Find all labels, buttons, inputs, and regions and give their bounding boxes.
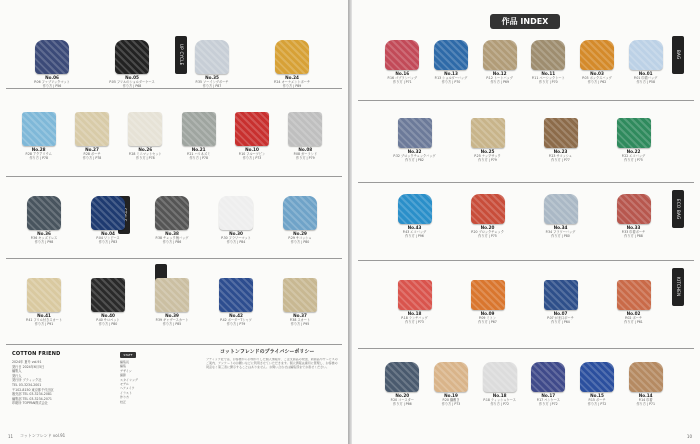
index-item bbox=[453, 280, 522, 324]
item-photo bbox=[75, 112, 109, 146]
item-photo bbox=[471, 280, 505, 310]
item-pattern-page: 作り方 | P98 bbox=[34, 240, 54, 244]
item-pattern-page: 作り方 | P80 bbox=[551, 234, 570, 238]
item-number: No.20 bbox=[395, 393, 410, 398]
item-description: P.20 ブロックチェック bbox=[471, 230, 504, 234]
item-number: No.25 bbox=[480, 149, 495, 154]
index-item bbox=[67, 112, 116, 160]
item-description: P.12 トートバッグ bbox=[486, 76, 513, 80]
right-page bbox=[352, 0, 700, 444]
index-item bbox=[94, 40, 170, 88]
item-pattern-page: 作り方 | P67 bbox=[478, 320, 497, 324]
item-description: P.04 ワンピース bbox=[96, 236, 120, 240]
item-description: P.28 ミニマットセット bbox=[128, 152, 162, 156]
item-number: No.36 bbox=[37, 231, 51, 236]
item-number: No.14 bbox=[638, 393, 653, 398]
item-pattern-page: 作り方 | P91 bbox=[34, 322, 54, 326]
item-photo bbox=[471, 118, 505, 148]
index-item bbox=[623, 40, 668, 84]
staff-line: 編集長 bbox=[120, 360, 130, 364]
index-title: 作品 INDEX bbox=[490, 14, 560, 29]
item-number: No.10 bbox=[245, 147, 259, 152]
staff-line: デザイン bbox=[120, 368, 132, 373]
item-photo bbox=[544, 194, 578, 224]
item-number: No.32 bbox=[407, 149, 422, 154]
item-photo bbox=[398, 118, 432, 148]
item-number: No.18 bbox=[492, 393, 507, 398]
item-pattern-page: 作り方 | P85 bbox=[162, 322, 182, 326]
item-pattern-page: 作り方 | P66 bbox=[393, 402, 412, 406]
item-photo bbox=[580, 362, 614, 392]
item-number: No.21 bbox=[191, 147, 206, 152]
item-description: P.06 ファブリックマット bbox=[34, 80, 70, 84]
index-item bbox=[453, 118, 522, 162]
item-photo bbox=[629, 362, 663, 392]
index-item bbox=[174, 112, 223, 160]
index-item bbox=[380, 362, 425, 406]
item-photo bbox=[385, 40, 419, 70]
staff-line: スタイリング bbox=[120, 377, 138, 382]
item-pattern-page: 作り方 | P73 bbox=[441, 402, 461, 406]
item-photo bbox=[219, 278, 253, 312]
item-number: No.39 bbox=[165, 313, 179, 318]
item-pattern-page: 作り方 | P70 bbox=[441, 80, 461, 84]
item-photo bbox=[434, 40, 468, 70]
row-divider bbox=[6, 176, 342, 177]
item-number: No.18 bbox=[407, 311, 422, 316]
page-number: 11 bbox=[8, 434, 14, 439]
item-description: P.05 フリルのショルダーケース bbox=[109, 80, 155, 84]
index-item bbox=[623, 362, 668, 406]
item-pattern-page: 作り方 | P72 bbox=[587, 402, 607, 406]
colophon bbox=[8, 350, 340, 430]
item-number: No.40 bbox=[101, 313, 115, 318]
section-tag-bag: BAG bbox=[672, 36, 684, 74]
item-photo bbox=[398, 194, 432, 224]
item-pattern-page: 作り方 | P78 bbox=[82, 156, 102, 160]
item-pattern-page: 作り方 | P75 bbox=[478, 234, 497, 238]
item-pattern-page: 作り方 | P79 bbox=[295, 156, 315, 160]
item-photo bbox=[283, 278, 317, 312]
item-number: No.42 bbox=[229, 313, 243, 318]
item-description: P.23 サコッシュ bbox=[548, 154, 573, 158]
item-number: No.02 bbox=[626, 311, 641, 316]
item-pattern-page: 作り方 | P84 bbox=[226, 240, 246, 244]
index-item bbox=[575, 362, 620, 406]
item-description: P.02 ポーチ bbox=[624, 316, 643, 320]
section-tag-kitchen: KITCHEN bbox=[672, 268, 684, 306]
item-photo bbox=[531, 362, 565, 392]
item-number: No.06 bbox=[45, 75, 59, 80]
item-photo bbox=[617, 194, 651, 224]
item-pattern-page: 作り方 | P71 bbox=[636, 402, 655, 406]
page-number: 10 bbox=[686, 434, 692, 439]
item-number: No.03 bbox=[590, 71, 604, 76]
item-photo bbox=[531, 40, 565, 70]
item-number: No.41 bbox=[37, 313, 51, 318]
item-photo bbox=[275, 40, 309, 74]
item-number: No.17 bbox=[541, 393, 556, 398]
issue-info bbox=[12, 360, 112, 406]
item-photo bbox=[155, 196, 189, 230]
index-item bbox=[526, 40, 571, 84]
item-number: No.29 bbox=[293, 231, 307, 236]
item-photo bbox=[617, 118, 651, 148]
item-pattern-page: 作り方 | P88 bbox=[624, 234, 643, 238]
item-pattern-page: 作り方 | P61 bbox=[624, 320, 643, 324]
item-description: P.43 エコバッグ bbox=[402, 230, 427, 234]
item-number: No.27 bbox=[85, 147, 99, 152]
item-description: P.16 ゴブランバッグ bbox=[387, 76, 418, 80]
index-item bbox=[14, 278, 74, 326]
item-description: P.13 ショルダーバッグ bbox=[434, 76, 468, 80]
item-pattern-page: 作り方 | P73 bbox=[242, 156, 262, 160]
issue-line: 2024年 夏号 vol.91 bbox=[12, 360, 42, 364]
staff-list bbox=[120, 360, 200, 404]
item-photo bbox=[91, 196, 125, 230]
item-description: P.38 チェック柄バッグ bbox=[155, 236, 189, 240]
staff-line: ヘアメイク bbox=[120, 386, 135, 391]
item-description: P.10 フルーツピン bbox=[238, 152, 266, 156]
staff-line: 校正 bbox=[120, 399, 127, 404]
item-pattern-page: 作り方 | P70 bbox=[539, 80, 558, 84]
section-tag-eco-bag: ECO BAG bbox=[672, 190, 684, 228]
issue-line: 編集人 bbox=[12, 369, 22, 374]
item-pattern-page: 作り方 | P82 bbox=[405, 158, 424, 162]
item-description: P.39 ギャザースカート bbox=[155, 318, 189, 322]
item-pattern-page: 作り方 | P72 bbox=[539, 402, 558, 406]
issue-line: 発行所 ブティック社 bbox=[12, 378, 42, 383]
item-description: P.18 ティッシュケース bbox=[483, 398, 516, 402]
issue-line: 印刷所 TOPPAN株式会社 bbox=[12, 401, 48, 406]
issue-line: 〒102-8150 東京都千代田区 bbox=[12, 387, 54, 392]
item-description: P.28 ポーチ bbox=[83, 152, 101, 156]
item-number: No.05 bbox=[125, 75, 139, 80]
item-pattern-page: 作り方 | P86 bbox=[162, 240, 182, 244]
item-number: No.35 bbox=[205, 75, 219, 80]
item-number: No.24 bbox=[285, 75, 299, 80]
item-pattern-page: 作り方 | P87 bbox=[202, 84, 222, 88]
item-pattern-page: 作り方 | P78 bbox=[189, 156, 208, 160]
index-item bbox=[78, 278, 138, 326]
item-number: No.13 bbox=[444, 71, 458, 76]
item-number: No.38 bbox=[165, 231, 179, 236]
item-pattern-page: 作り方 | P73 bbox=[405, 320, 424, 324]
index-item bbox=[380, 40, 425, 84]
issue-line: TEL 03-3234-2001 bbox=[12, 382, 42, 387]
item-photo bbox=[35, 40, 69, 74]
item-pattern-page: 作り方 | P95 bbox=[290, 322, 310, 326]
index-item bbox=[142, 278, 202, 326]
index-item bbox=[380, 194, 449, 238]
staff-line: モデル bbox=[120, 382, 129, 387]
index-item bbox=[599, 118, 668, 162]
issue-line: 発行日 2024年6月5日 bbox=[12, 364, 45, 369]
item-number: No.22 bbox=[626, 149, 641, 154]
item-number: No.26 bbox=[138, 147, 153, 152]
item-photo bbox=[398, 280, 432, 310]
index-item bbox=[14, 40, 90, 88]
item-photo bbox=[91, 278, 125, 312]
section-tag-upcycle: UP CYCLE bbox=[175, 36, 187, 74]
index-item bbox=[599, 194, 668, 238]
item-photo bbox=[155, 278, 189, 312]
item-photo bbox=[385, 362, 419, 392]
index-item bbox=[526, 118, 595, 162]
staff-line: 撮影 bbox=[120, 373, 127, 378]
item-number: No.16 bbox=[395, 71, 410, 76]
item-description: P.09 ミトン bbox=[478, 316, 497, 320]
privacy-policy-title: コットンフレンドのプライバシーポリシー bbox=[220, 349, 315, 355]
item-number: No.33 bbox=[626, 225, 641, 230]
item-photo bbox=[235, 112, 269, 146]
item-photo bbox=[182, 112, 216, 146]
item-description: P.21 ハリネズミ bbox=[186, 152, 211, 156]
index-item bbox=[281, 112, 330, 160]
index-item bbox=[526, 362, 571, 406]
index-item bbox=[227, 112, 276, 160]
item-photo bbox=[288, 112, 322, 146]
row-divider bbox=[6, 344, 342, 345]
item-description: P.01 巾着バッグ bbox=[633, 76, 658, 80]
item-pattern-page: 作り方 | P62 bbox=[587, 80, 607, 84]
index-item bbox=[526, 280, 595, 324]
index-item bbox=[121, 112, 170, 160]
item-pattern-page: 作り方 | P80 bbox=[290, 240, 310, 244]
item-photo bbox=[544, 118, 578, 148]
item-photo bbox=[27, 196, 61, 230]
item-photo bbox=[195, 40, 229, 74]
item-description: P.15 ポーチ bbox=[588, 398, 606, 402]
index-item bbox=[14, 112, 63, 160]
item-photo bbox=[434, 362, 468, 392]
item-description: P.34 フラワーバッグ bbox=[545, 230, 576, 234]
index-item bbox=[477, 40, 522, 84]
row-divider bbox=[358, 348, 694, 349]
item-description: P.20 コースター bbox=[390, 398, 414, 402]
item-number: No.09 bbox=[480, 311, 495, 316]
item-photo bbox=[544, 280, 578, 310]
index-item bbox=[14, 196, 74, 244]
item-pattern-page: 作り方 | P78 bbox=[29, 156, 48, 160]
row-divider bbox=[6, 258, 342, 259]
index-item bbox=[599, 280, 668, 324]
item-photo bbox=[483, 362, 517, 392]
item-photo bbox=[27, 278, 61, 312]
index-item bbox=[270, 196, 330, 244]
item-photo bbox=[617, 280, 651, 310]
item-pattern-page: 作り方 | P89 bbox=[282, 84, 302, 88]
privacy-policy-text: ブティック社では、お客様からお預かりした個人情報を、ご注文商品の発送、新商品やサービスのご案内、アンケートのお願いなどに利用させていただきます。個人情報は適切に管理し、お客様の同意なく第三者に開示することはありません。お問い合わせは編集部までお寄せください。 bbox=[206, 358, 338, 369]
item-number: No.20 bbox=[480, 225, 495, 230]
row-divider bbox=[358, 100, 694, 101]
item-description: P.36 キッズドレス bbox=[30, 236, 58, 240]
item-pattern-page: 作り方 | P71 bbox=[393, 80, 412, 84]
issue-line: 発行人 bbox=[12, 373, 22, 378]
row-divider bbox=[358, 182, 694, 183]
index-item bbox=[477, 362, 522, 406]
item-photo bbox=[580, 40, 614, 70]
staff-line: 編集 bbox=[120, 364, 127, 369]
index-item bbox=[270, 278, 330, 326]
index-item bbox=[453, 194, 522, 238]
item-photo bbox=[471, 194, 505, 224]
item-number: No.34 bbox=[553, 225, 568, 230]
index-item bbox=[380, 118, 449, 162]
item-description: P.07 がま口ポーチ bbox=[547, 316, 574, 320]
item-number: No.08 bbox=[298, 147, 313, 152]
item-pattern-page: 作り方 | P56 bbox=[42, 84, 62, 88]
staff-line: 作り方 bbox=[120, 395, 130, 400]
item-pattern-page: 作り方 | P77 bbox=[551, 158, 570, 162]
item-description: P.08 ガーランド bbox=[293, 152, 318, 156]
item-description: P.03 ボックスバッグ bbox=[582, 76, 612, 80]
item-photo bbox=[115, 40, 149, 74]
item-photo bbox=[128, 112, 162, 146]
item-description: P.17 ペンケース bbox=[536, 398, 560, 402]
item-number: No.01 bbox=[638, 71, 653, 76]
item-description: P.42 ボーダーTシャツ bbox=[220, 318, 252, 322]
item-photo bbox=[219, 196, 253, 230]
item-photo bbox=[283, 196, 317, 230]
staff-line: イラスト bbox=[120, 390, 132, 395]
issue-line: 編集部 TEL 03-3234-2071 bbox=[12, 396, 52, 401]
index-item bbox=[78, 196, 138, 244]
index-item bbox=[206, 196, 266, 244]
index-item bbox=[380, 280, 449, 324]
item-pattern-page: 作り方 | P80 bbox=[98, 322, 118, 326]
item-description: P.35 ソーイングポーチ bbox=[195, 80, 229, 84]
item-description: P.38 スカート bbox=[289, 318, 311, 322]
item-description: P.14 巾着 bbox=[638, 398, 653, 402]
item-description: P.29 サコッシュ bbox=[288, 236, 312, 240]
item-pattern-page: 作り方 | P69 bbox=[490, 80, 509, 84]
item-description: P.30 フラワーマット bbox=[221, 236, 251, 240]
index-item bbox=[575, 40, 620, 84]
item-description: P.33 巾着ポーチ bbox=[621, 230, 646, 234]
running-footer: コットンフレンド vol.91 bbox=[20, 433, 66, 438]
index-item bbox=[206, 278, 266, 326]
cotton-friend-logo: COTTON FRIEND bbox=[12, 351, 61, 357]
item-number: No.04 bbox=[101, 231, 115, 236]
item-number: No.43 bbox=[407, 225, 422, 230]
item-pattern-page: 作り方 | P68 bbox=[122, 84, 142, 88]
index-item bbox=[429, 40, 474, 84]
item-pattern-page: 作り方 | P64 bbox=[551, 320, 570, 324]
item-number: No.19 bbox=[444, 393, 458, 398]
item-pattern-page: 作り方 | P96 bbox=[405, 234, 424, 238]
row-divider bbox=[6, 88, 342, 89]
item-number: No.07 bbox=[553, 311, 568, 316]
item-pattern-page: 作り方 | P58 bbox=[636, 80, 655, 84]
item-description: P.18 ランチバッグ bbox=[401, 316, 428, 320]
item-description: P.40 サロペット bbox=[96, 318, 120, 322]
issue-line: 販売部 TEL 03-3234-2081 bbox=[12, 392, 52, 397]
row-divider bbox=[358, 260, 694, 261]
item-number: No.28 bbox=[31, 147, 46, 152]
item-pattern-page: 作り方 | P75 bbox=[624, 158, 643, 162]
item-description: P.24 オーナメントポーチ bbox=[273, 80, 311, 84]
item-pattern-page: 作り方 | P79 bbox=[478, 158, 497, 162]
item-number: No.12 bbox=[492, 71, 507, 76]
item-description: P.32 ブロックチェックバッグ bbox=[393, 154, 436, 158]
item-description: P.11 ベーシックトート bbox=[531, 76, 565, 80]
item-pattern-page: 作り方 | P83 bbox=[98, 240, 118, 244]
item-number: No.15 bbox=[590, 393, 604, 398]
item-number: No.37 bbox=[293, 313, 307, 318]
item-pattern-page: 作り方 | P72 bbox=[490, 402, 509, 406]
item-description: P.22 エコバッグ bbox=[621, 154, 646, 158]
item-number: No.23 bbox=[553, 149, 568, 154]
item-photo bbox=[22, 112, 56, 146]
item-photo bbox=[629, 40, 663, 70]
item-description: P.25 ナップサック bbox=[474, 154, 501, 158]
item-number: No.11 bbox=[541, 71, 556, 76]
item-description: P.28 アクアリウム bbox=[25, 152, 52, 156]
item-description: P.41 フリル付きスカート bbox=[25, 318, 63, 322]
index-item bbox=[526, 194, 595, 238]
index-item bbox=[429, 362, 474, 406]
item-photo bbox=[483, 40, 517, 70]
item-pattern-page: 作り方 | P79 bbox=[226, 322, 246, 326]
item-pattern-page: 作り方 | P78 bbox=[135, 156, 155, 160]
index-item bbox=[142, 196, 202, 244]
item-number: No.30 bbox=[229, 231, 243, 236]
index-item bbox=[254, 40, 330, 88]
index-item bbox=[174, 40, 250, 88]
item-description: P.20 鍋敷き bbox=[442, 398, 460, 402]
staff-badge: STAFF bbox=[120, 352, 136, 358]
left-page bbox=[0, 0, 349, 444]
